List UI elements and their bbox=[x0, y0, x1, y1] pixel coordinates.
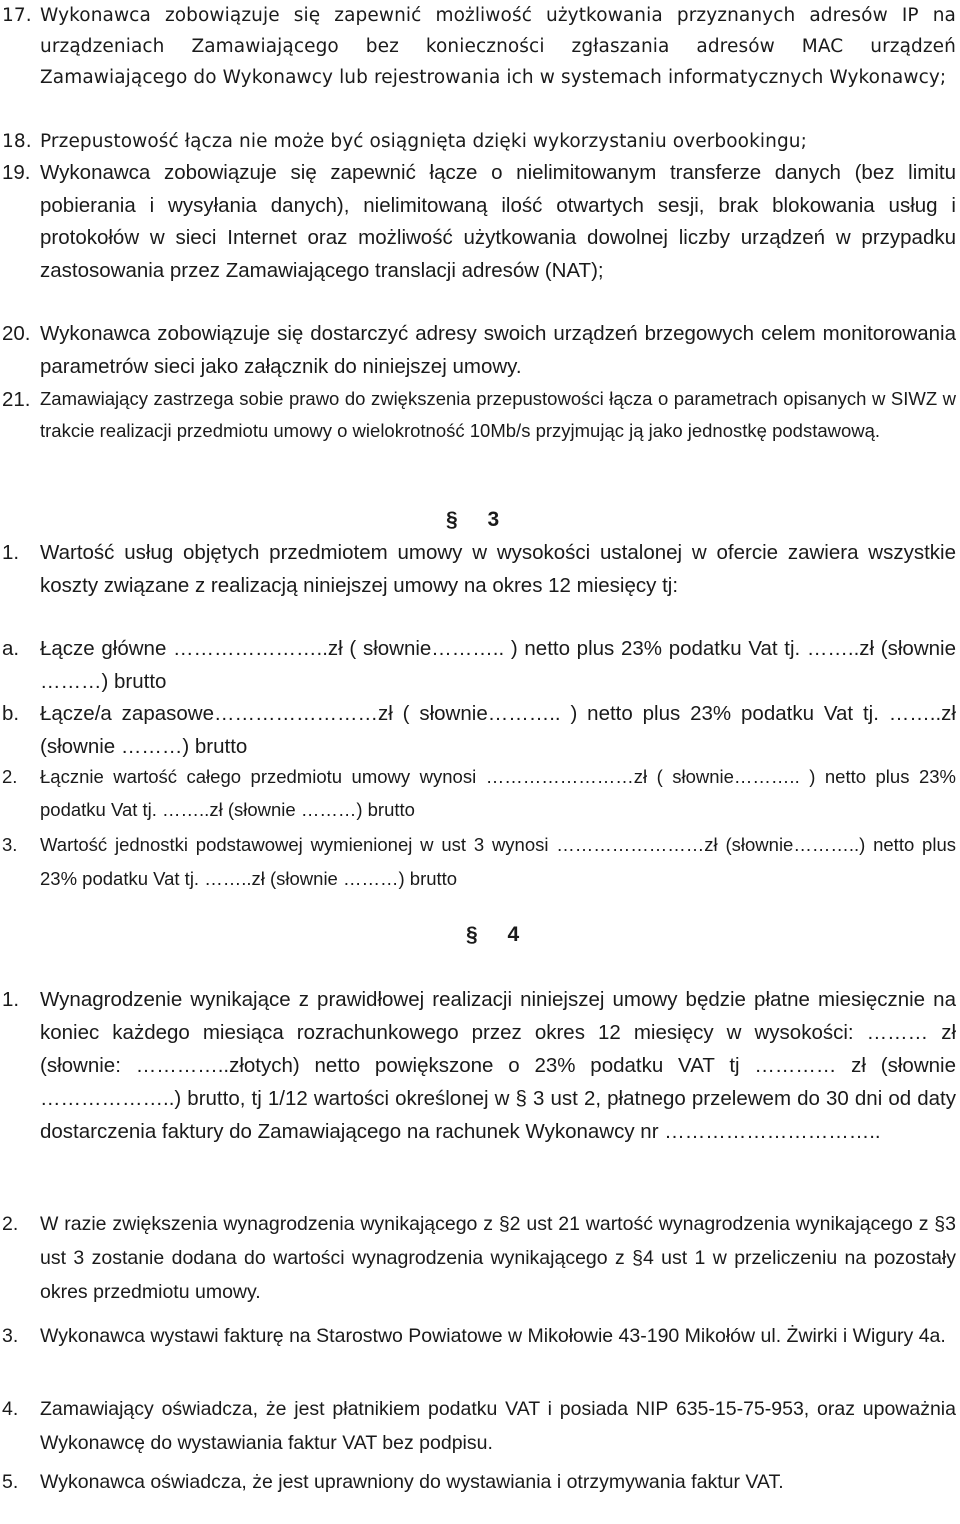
item-number: 20. bbox=[2, 322, 31, 345]
item-text: Łącze/a zapasowe……………………zł ( słownie……….. ) netto plus 23% podatku Vat tj. ……..zł (słownie ………) brutto bbox=[40, 702, 956, 758]
s4-item-1 bbox=[2, 983, 956, 1148]
item-number: 3. bbox=[2, 834, 18, 855]
list-item-17 bbox=[2, 0, 956, 93]
s4-item-5 bbox=[2, 1465, 956, 1499]
item-text: Wykonawca zobowiązuje się dostarczyć adresy swoich urządzeń brzegowych celem monitorowania parametrów sieci jako załącznik do niniejszej umowy. bbox=[40, 322, 956, 378]
section-heading-3: § 3 bbox=[446, 508, 512, 531]
item-number: 18. bbox=[2, 131, 32, 152]
item-text: W razie zwiększenia wynagrodzenia wynikającego z §2 ust 21 wartość wynagrodzenia wynikającego z §3 ust 3 zostanie dodana do wartości wynagrodzenia wynikającego z §4 ust 1 w przeliczeniu na pozostały okres przedmiotu umowy. bbox=[40, 1213, 956, 1303]
item-text: Wykonawca zobowiązuje się zapewnić możliwość użytkowania przyznanych adresów IP na urządzeniach Zamawiającego bez konieczności zgłaszania adresów MAC urządzeń Zamawiającego do Wykonawcy lub rejestrowania ich w systemach informatycznych Wykonawcy; bbox=[40, 5, 956, 88]
item-number: 2. bbox=[2, 766, 18, 787]
list-item-21 bbox=[2, 383, 956, 446]
item-text: Wynagrodzenie wynikające z prawidłowej realizacji niniejszej umowy będzie płatne miesięcznie na koniec każdego miesiąca rozrachunkowego przez okres 12 miesięcy w wysokości: ……… zł (słownie: …………..złotych) netto powiększone o 23% podatku VAT tj ………… zł (słownie ………………..) brutto, tj 1/12 wartości określonej w § 3 ust 2, płatnego przelewem do 30 dni od daty dostarczenia faktury do Zamawiającego na rachunek Wykonawcy nr ………………………….. bbox=[40, 988, 956, 1143]
item-number: 3. bbox=[2, 1325, 19, 1347]
s3-item-2 bbox=[2, 760, 956, 826]
item-text: Zamawiający oświadcza, że jest płatnikiem podatku VAT i posiada NIP 635-15-75-953, oraz upoważnia Wykonawcę do wystawiania faktur VAT bez podpisu. bbox=[40, 1398, 956, 1454]
s3-item-1 bbox=[2, 536, 956, 602]
s3-item-b bbox=[2, 697, 956, 763]
s3-item-3 bbox=[2, 828, 956, 896]
item-text: Wartość usług objętych przedmiotem umowy w wysokości ustalonej w ofercie zawiera wszystkie koszty związane z realizacją niniejszej umowy na okres 12 miesięcy tj: bbox=[40, 541, 956, 597]
item-number: 4. bbox=[2, 1398, 19, 1420]
list-item-20 bbox=[2, 318, 956, 383]
item-number: 5. bbox=[2, 1471, 19, 1493]
item-number: 19. bbox=[2, 161, 31, 184]
list-item-18 bbox=[2, 126, 956, 157]
item-text: Wykonawca zobowiązuje się zapewnić łącze o nielimitowanym transferze danych (bez limitu pobierania i wysyłania danych), nielimitowaną ilość otwartych sesji, brak blokowania usług i protokołów w sieci Internet oraz możliwość użytkowania dowolnej liczby urządzeń w przypadku zastosowania przez Zamawiającego translacji adresów (NAT); bbox=[40, 161, 956, 282]
item-text: Przepustowość łącza nie może być osiągnięta dzięki wykorzystaniu overbookingu; bbox=[40, 131, 807, 152]
item-number: 21. bbox=[2, 388, 31, 411]
s3-item-a bbox=[2, 632, 956, 698]
item-number: a. bbox=[2, 637, 20, 660]
item-number: 2. bbox=[2, 1213, 19, 1235]
s4-item-2 bbox=[2, 1207, 956, 1309]
item-text: Łącze główne …………………..zł ( słownie……….. ) netto plus 23% podatku Vat tj. ……..zł (słownie ………) brutto bbox=[40, 637, 956, 693]
s4-item-3 bbox=[2, 1319, 956, 1353]
item-number: 1. bbox=[2, 541, 20, 564]
item-number: b. bbox=[2, 702, 20, 725]
section-heading-4: § 4 bbox=[466, 923, 532, 946]
s4-item-4 bbox=[2, 1392, 956, 1460]
item-text: Łącznie wartość całego przedmiotu umowy wynosi ……………………zł ( słownie……….. ) netto plus 23% podatku Vat tj. ……..zł (słownie ………) brutto bbox=[40, 766, 956, 820]
item-text: Wykonawca wystawi fakturę na Starostwo Powiatowe w Mikołowie 43-190 Mikołów ul. Żwirki i Wigury 4a. bbox=[40, 1325, 946, 1347]
list-item-19 bbox=[2, 157, 956, 287]
item-number: 1. bbox=[2, 988, 20, 1011]
item-text: Wartość jednostki podstawowej wymienionej w ust 3 wynosi ……………………zł (słownie………..) netto plus 23% podatku Vat tj. ……..zł (słownie ………) brutto bbox=[40, 834, 956, 889]
item-number: 17. bbox=[2, 5, 32, 26]
item-text: Wykonawca oświadcza, że jest uprawniony do wystawiania i otrzymywania faktur VAT. bbox=[40, 1471, 784, 1493]
item-text: Zamawiający zastrzega sobie prawo do zwiększenia przepustowości łącza o parametrach opisanych w SIWZ w trakcie realizacji przedmiotu umowy o wielokrotność 10Mb/s przyjmując ją jako jednostkę podstawową. bbox=[40, 388, 956, 441]
